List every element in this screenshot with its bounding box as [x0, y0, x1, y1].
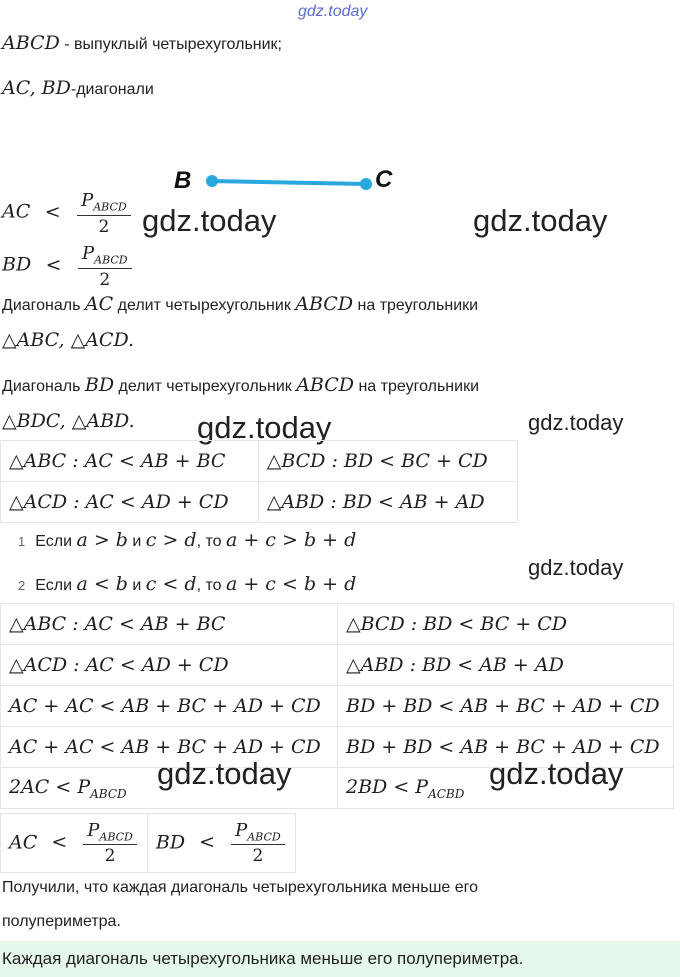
table-cell: BD + BD < AB + BC + AD + CD — [338, 727, 674, 768]
watermark-top: gdz.today — [298, 3, 368, 20]
table-cell: $2BD < P_{ACBD}$ — [338, 768, 674, 809]
table-cell: AC < $\frac{P_{ABCD}}{2}$ — [1, 814, 148, 873]
math-ac-bd: AC, BD — [2, 77, 71, 99]
list-item: 1 Если a > b и c > d, то a + c > b + d — [18, 529, 357, 551]
diag-ac-triangles: △ABC, △ACD. — [2, 329, 135, 351]
watermark: gdz.today — [528, 555, 624, 580]
table-cell: △BCD : BD < BC + CD — [338, 604, 674, 645]
final-answer: Каждая диагональ четырехугольника меньше его полупериметра. — [0, 941, 680, 977]
table-result — [0, 813, 296, 873]
conclusion-line-2: полупериметра. — [2, 913, 121, 930]
point-c — [360, 178, 372, 190]
table-row — [1, 686, 674, 727]
list-item: 2 Если a < b и c < d, то a + c < b + d — [18, 573, 357, 595]
ineq-bd — [2, 243, 134, 290]
watermark: gdz.today — [473, 203, 608, 238]
table-cell: BD + BD < AB + BC + AD + CD — [338, 686, 674, 727]
table-row — [1, 814, 296, 873]
diag-ac-line: Диагональ AC делит четырехугольник ABCD на треугольники — [2, 293, 479, 315]
conclusion-line-1: Получили, что каждая диагональ четырехугольника меньше его — [2, 879, 479, 896]
ineq-bd-lt: < — [45, 253, 62, 276]
table-row — [1, 441, 518, 482]
intro-line-2-text: -диагонали — [70, 81, 154, 98]
table-cell: △ABD : BD < AB + AD — [338, 645, 674, 686]
table-cell: △ABC : AC < AB + BC — [1, 604, 338, 645]
table-cell: AC + AC < AB + BC + AD + CD — [1, 686, 338, 727]
point-b — [206, 175, 218, 187]
table-triangle-inequalities-1 — [0, 440, 518, 523]
table-cell: △ACD : AC < AD + CD — [1, 482, 259, 523]
table-row — [1, 482, 518, 523]
label-c: C — [375, 166, 393, 193]
figure-segment-bc — [170, 160, 400, 200]
intro-line-1-text: - выпуклый четырехугольник; — [59, 36, 282, 53]
table-cell: △BCD : BD < BC + CD — [258, 441, 517, 482]
segment-bc-line — [212, 181, 366, 184]
watermark: gdz.today — [528, 410, 624, 435]
ineq-bd-lhs: BD — [2, 253, 32, 276]
ineq-ac-lhs: AC — [2, 200, 31, 223]
table-cell: AC + AC < AB + BC + AD + CD — [1, 727, 338, 768]
diag-bd-line: Диагональ BD делит четырехугольник ABCD на треугольники — [2, 374, 479, 396]
label-b: B — [174, 167, 192, 194]
table-cell: △ACD : AC < AD + CD — [1, 645, 338, 686]
watermark: gdz.today — [489, 756, 624, 791]
ineq-ac — [2, 190, 133, 237]
diag-bd-triangles: △BDC, △ABD. — [2, 410, 135, 432]
watermark: gdz.today — [142, 203, 277, 238]
ineq-ac-lt: < — [44, 200, 61, 223]
math-abcd: ABCD — [2, 32, 60, 54]
ineq-ac-fraction: $\frac{P_{ABCD}}{2}$ — [77, 190, 131, 237]
watermark: gdz.today — [157, 756, 292, 791]
watermark: gdz.today — [197, 410, 332, 445]
intro-line-1 — [2, 32, 282, 54]
ineq-bd-fraction: $\frac{P_{ABCD}}{2}$ — [78, 243, 132, 290]
table-cell: $2AC < P_{ABCD}$ — [1, 768, 338, 809]
table-cell: △ABD : BD < AB + AD — [258, 482, 517, 523]
intro-line-2 — [2, 77, 154, 99]
table-cell: △ABC : AC < AB + BC — [1, 441, 259, 482]
table-row — [1, 645, 674, 686]
table-cell: BD < $\frac{P_{ABCD}}{2}$ — [147, 814, 295, 873]
table-row — [1, 604, 674, 645]
